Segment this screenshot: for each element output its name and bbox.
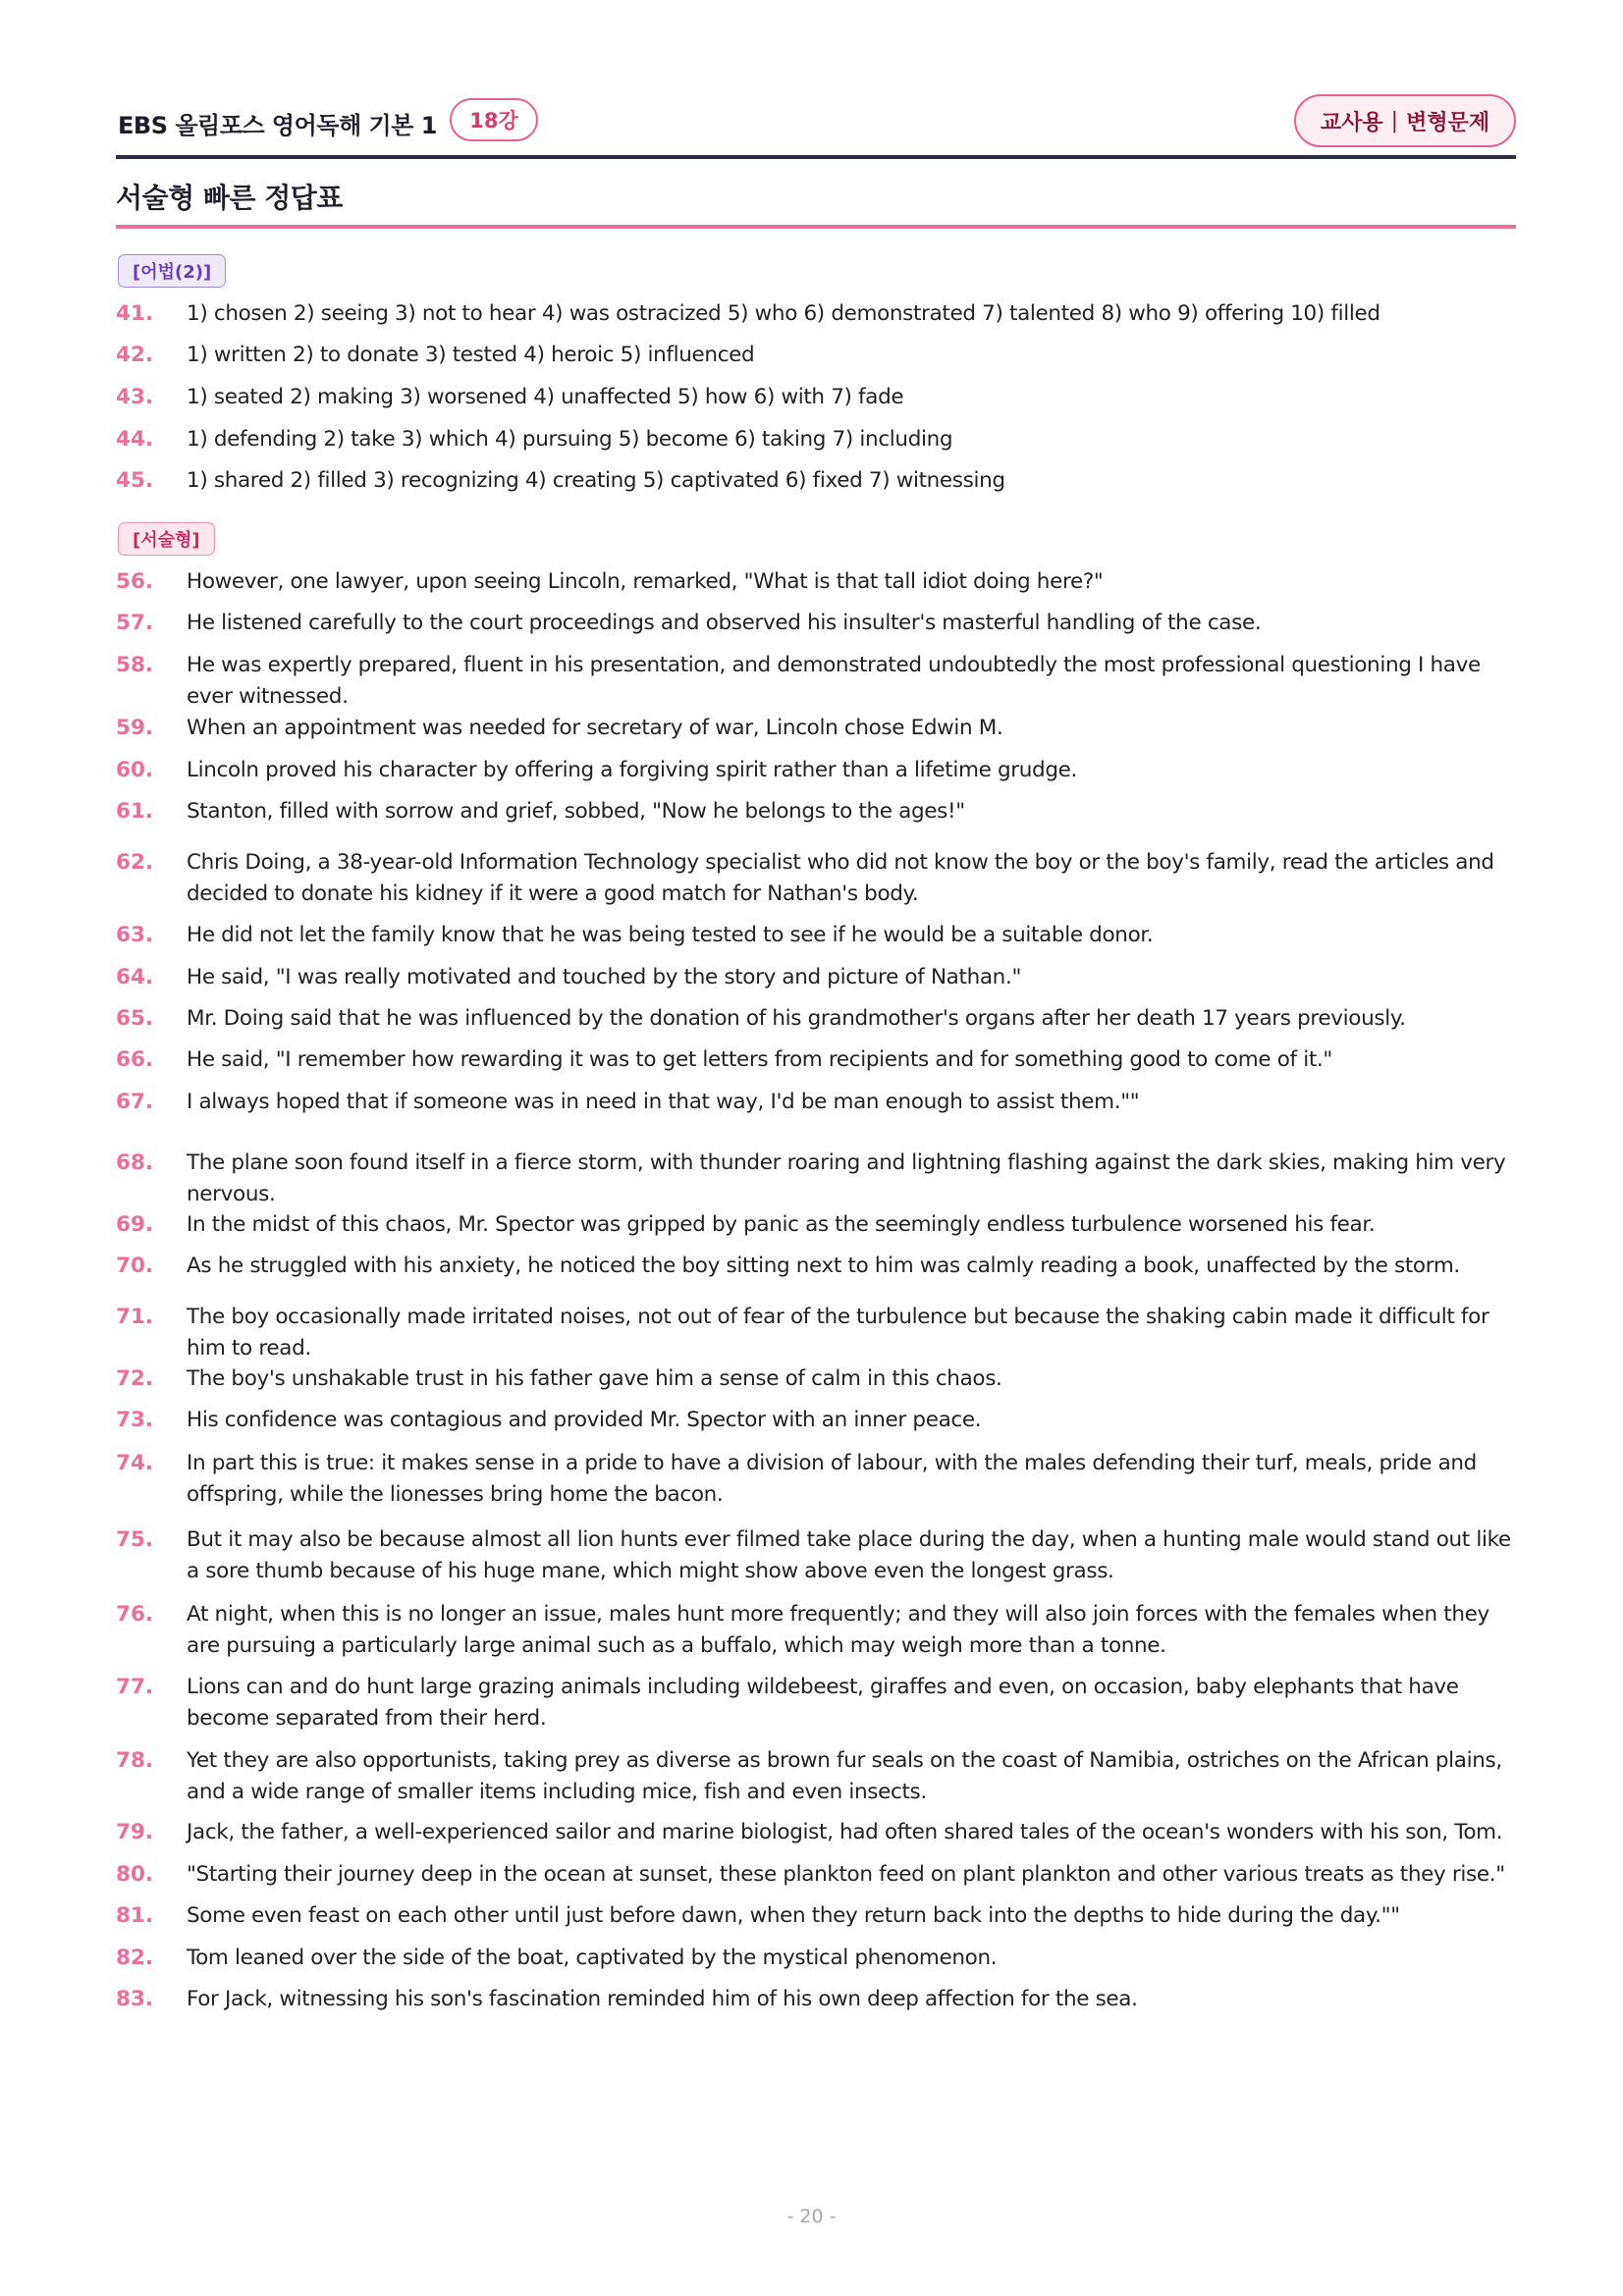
answer-text: "Starting their journey deep in the ocean at sunset, these plankton feed on plant plankton and other various treats as they rise.": [187, 1862, 1505, 1887]
answer-number: 59.: [116, 716, 154, 740]
answer-text: But it may also be because almost all lion hunts ever filmed take place during the day, when a hunting male would stand out like a sore thumb because of his huge mane, which might show above even the longest grass.: [187, 1527, 1511, 1583]
answer-text: 1) chosen 2) seeing 3) not to hear 4) was ostracized 5) who 6) demonstrated 7) talented 8) who 9) offering 10) filled: [187, 301, 1380, 326]
answer-text: The boy's unshakable trust in his father gave him a sense of calm in this chaos.: [187, 1366, 1002, 1391]
answer-number: 78.: [116, 1748, 154, 1773]
answer-number: 82.: [116, 1946, 154, 1970]
answer-number: 44.: [116, 427, 154, 452]
edition-badge: [1294, 94, 1516, 147]
book-title: EBS 올림포스 영어독해 기본 1: [118, 112, 437, 139]
answer-number: 75.: [116, 1527, 154, 1552]
answer-number: 77.: [116, 1675, 154, 1699]
answer-text: 1) written 2) to donate 3) tested 4) heroic 5) influenced: [187, 343, 755, 367]
answer-number: 43.: [116, 385, 154, 409]
edition-right-label: 변형문제: [1406, 110, 1490, 135]
answer-number: 68.: [116, 1150, 154, 1175]
answer-number: 65.: [116, 1006, 154, 1031]
answer-text: Chris Doing, a 38-year-old Information Technology specialist who did not know the boy or the boy's family, read the articles and decided to donate his kidney if it were a good match for Nathan's body.: [187, 850, 1494, 906]
answer-text: For Jack, witnessing his son's fascination reminded him of his own deep affection for the sea.: [187, 1987, 1138, 2011]
answer-number: 63.: [116, 923, 154, 947]
answer-text: As he struggled with his anxiety, he noticed the boy sitting next to him was calmly reading a book, unaffected by the storm.: [187, 1254, 1460, 1278]
answer-text: In the midst of this chaos, Mr. Spector was gripped by panic as the seemingly endless turbulence worsened his fear.: [187, 1212, 1376, 1237]
answer-number: 62.: [116, 850, 154, 875]
essay-tag: [서술형]: [118, 522, 215, 556]
answer-text: However, one lawyer, upon seeing Lincoln, remarked, "What is that tall idiot doing here?": [187, 569, 1104, 594]
page-header: [116, 94, 1516, 153]
answer-number: 67.: [116, 1090, 154, 1114]
answer-number: 79.: [116, 1820, 154, 1844]
answer-text: Some even feast on each other until just before dawn, when they return back into the depths to hide during the day."": [187, 1903, 1400, 1928]
section-title: 서술형 빠른 정답표: [116, 182, 343, 214]
answer-text: 1) seated 2) making 3) worsened 4) unaffected 5) how 6) with 7) fade: [187, 385, 904, 409]
answer-number: 71.: [116, 1305, 154, 1329]
answer-text: His confidence was contagious and provided Mr. Spector with an inner peace.: [187, 1408, 982, 1432]
answer-number: 45.: [116, 468, 154, 493]
answer-number: 83.: [116, 1987, 154, 2011]
edition-separator: |: [1390, 108, 1399, 133]
answer-number: 61.: [116, 799, 154, 824]
answer-number: 73.: [116, 1408, 154, 1432]
answer-number: 80.: [116, 1862, 154, 1887]
answer-number: 60.: [116, 758, 154, 782]
answer-text: He said, "I remember how rewarding it was to get letters from recipients and for something good to come of it.": [187, 1047, 1332, 1072]
answer-number: 70.: [116, 1254, 154, 1278]
answer-text: Mr. Doing said that he was influenced by the donation of his grandmother's organs after her death 17 years previously.: [187, 1006, 1406, 1031]
answer-text: In part this is true: it makes sense in a pride to have a division of labour, with the males defending their turf, meals, pride and offspring, while the lionesses bring home the bacon.: [187, 1451, 1477, 1507]
answer-text: When an appointment was needed for secretary of war, Lincoln chose Edwin M.: [187, 716, 1003, 740]
answer-text: He did not let the family know that he was being tested to see if he would be a suitable donor.: [187, 923, 1154, 947]
answer-text: He was expertly prepared, fluent in his presentation, and demonstrated undoubtedly the most professional questioning I have ever witnessed.: [187, 653, 1481, 709]
answer-number: 81.: [116, 1903, 154, 1928]
answer-number: 66.: [116, 1047, 154, 1072]
answer-text: Tom leaned over the side of the boat, captivated by the mystical phenomenon.: [187, 1946, 998, 1970]
answer-text: Yet they are also opportunists, taking prey as diverse as brown fur seals on the coast of Namibia, ostriches on the African plains, and a wide range of smaller items including mice, fish and even insects.: [187, 1748, 1502, 1804]
answer-number: 56.: [116, 569, 154, 594]
edition-left-label: 교사용: [1320, 110, 1383, 135]
answer-text: The boy occasionally made irritated noises, not out of fear of the turbulence but because the shaking cabin made it difficult for him to read.: [187, 1305, 1489, 1361]
answer-number: 42.: [116, 343, 154, 367]
answer-text: Lions can and do hunt large grazing animals including wildebeest, giraffes and even, on occasion, baby elephants that have become separated from their herd.: [187, 1675, 1459, 1731]
grammar-tag: [어법(2)]: [118, 254, 226, 288]
answer-text: At night, when this is no longer an issue, males hunt more frequently; and they will also join forces with the females when they are pursuing a particularly large animal such as a buffalo, which may weigh more than a tonne.: [187, 1602, 1489, 1658]
answer-text: Jack, the father, a well-experienced sailor and marine biologist, had often shared tales of the ocean's wonders with his son, Tom.: [187, 1820, 1503, 1844]
answer-number: 76.: [116, 1602, 154, 1627]
answer-text: 1) defending 2) take 3) which 4) pursuing 5) become 6) taking 7) including: [187, 427, 953, 452]
section-divider: [116, 225, 1516, 229]
answer-number: 72.: [116, 1366, 154, 1391]
answer-text: He listened carefully to the court proceedings and observed his insulter's masterful handling of the case.: [187, 611, 1262, 635]
answer-text: I always hoped that if someone was in need in that way, I'd be man enough to assist them."": [187, 1090, 1140, 1114]
answer-text: Stanton, filled with sorrow and grief, sobbed, "Now he belongs to the ages!": [187, 799, 965, 824]
answer-number: 74.: [116, 1451, 154, 1475]
answer-number: 69.: [116, 1212, 154, 1237]
answer-text: He said, "I was really motivated and touched by the story and picture of Nathan.": [187, 965, 1021, 989]
lesson-badge: 18강: [450, 98, 538, 141]
header-divider: [116, 155, 1516, 159]
answer-text: The plane soon found itself in a fierce storm, with thunder roaring and lightning flashing against the dark skies, making him very nervous.: [187, 1150, 1506, 1206]
answer-number: 64.: [116, 965, 154, 989]
answer-text: 1) shared 2) filled 3) recognizing 4) creating 5) captivated 6) fixed 7) witnessing: [187, 468, 1005, 493]
page-number: - 20 -: [786, 2206, 837, 2227]
answer-text: Lincoln proved his character by offering a forgiving spirit rather than a lifetime grudge.: [187, 758, 1077, 782]
answer-number: 57.: [116, 611, 154, 635]
answer-number: 41.: [116, 301, 154, 326]
answer-number: 58.: [116, 653, 154, 677]
